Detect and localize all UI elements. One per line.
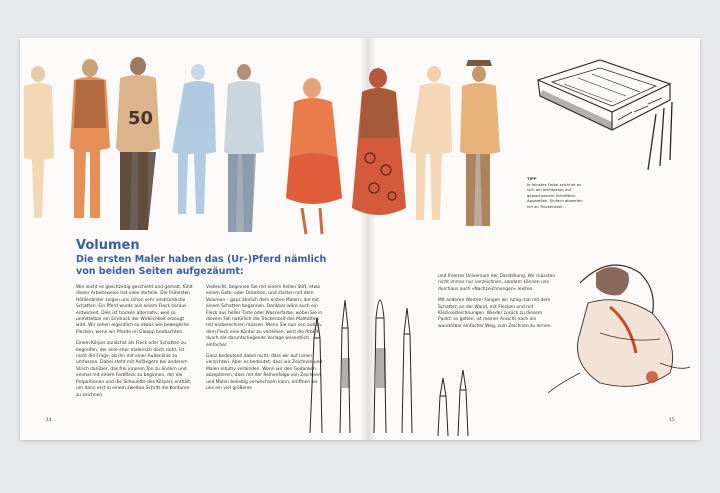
paragraph: und freieres Universum der Darstellung. Wir müssten nicht immer nur vorzeichnen, sondern können uns durchaus auch »Nachzeichnungen« leisten.: [438, 274, 556, 292]
paragraph: Ganz bedeutend dabei nicht, dass wir auf Linien verzichten. Aber es bedeutet, dass wir Zeichnen und Malen intuitiv verbinden. Wenn wir den Gedanken akzeptieren, dass mit der Reihenfolge von Zeichnen und Malen beliebig verwechseln kann, eröffnen wir uns ein viel größeres: [206, 354, 323, 392]
paint-box-sketch: [520, 50, 690, 175]
tip-caption-label: TIPP: [527, 176, 537, 181]
paragraph: Wie leicht es gleichzeitig geschieht und gemalt, fühlt dieser Arbeitsweise hat viele Vorteile. Die frühesten Höhlenbilder zeigen uns schon sehr eindrückliche Schatten. Ein Pferd wurde aus einem Fleck heraus entwickelt. Dies ist trocken alternativ, weil so unmittelbar ein Eindruck der Wirklichkeit erzeugt wird. Wir sehen eigentlich so etwas wie bewegliche Flecken, wenn wir Pferde im Galopp beobachten.: [76, 285, 193, 335]
body-column-2: [206, 285, 324, 398]
watercolor-figures-illustration: [20, 48, 520, 263]
book-spread: [20, 38, 700, 440]
page-number-left: 14: [46, 418, 52, 423]
paragraph: Einem Körper zunächst als Fleck oder Schatten zu begreifen, der eine eher malerisch doch sieht, ist nicht die Frage, ob ihn mit einer Außenlinie zu umfassen. Dabei steht mit Anfängern bei anderem Strich darüber, das frei inneren Ton zu ändern und einmal mit einem Farbfleck zu beginnen, der die Proportionen und die Silhouette des Körpers enthält, um dann erst in einem zweiten Schritt die Konturen zu zeichnen.: [76, 341, 192, 398]
paragraph: Mit anderen Worten: Fangen wir ruhig mal mit dem Schatten an der Wand, mit Flecken und mit Kleckselzeichnungen. Wieder zurück zu diesem Punkt: es gelten, ist meiner Ansicht nach ein wunderbar einfacher Weg, zum Zeichnen zu lernen.: [438, 298, 552, 329]
svg-text:50: 50: [128, 108, 154, 129]
page-number-right: 15: [669, 418, 675, 423]
body-column-1: [76, 285, 193, 404]
chapter-subtitle: Die ersten Maler haben das (Ur-)Pferd nämlich von beiden Seiten aufgezäumt:: [76, 254, 327, 277]
tip-caption-text: Je feinstes Farbe zeichnet es sich am leichtesten auf gewachsenem Schriftbild-Aquarellen. Einfach abwerfen hin an Trockenstiel.: [527, 181, 583, 209]
seated-person-sketch: [540, 243, 692, 403]
paragraph: Vielleicht, beginnen Sie mit einem hellen Stift, etwa einem Gelb- oder Ockerton, und starten mit dem Volumen – ganz ähnlich dem ersten Malern, die mit einem Schatten begonnen. Denkbar wäre auch ein Fleck aus heller Tinte oder Wasserfarbe, wobei Sie in diesem Fall natürlich die Trockenzeit des Malmittels mit einberechnen müssen. Wenn Sie nun von außen, dem Fleck eine Kontur zu verleihen, wird die Arbeit durch die darunterliegende Vorlage wesentlich einfacher.: [206, 285, 323, 348]
chapter-title: Volumen: [76, 238, 140, 253]
body-column-3: [438, 274, 556, 335]
tip-caption: [527, 176, 587, 209]
